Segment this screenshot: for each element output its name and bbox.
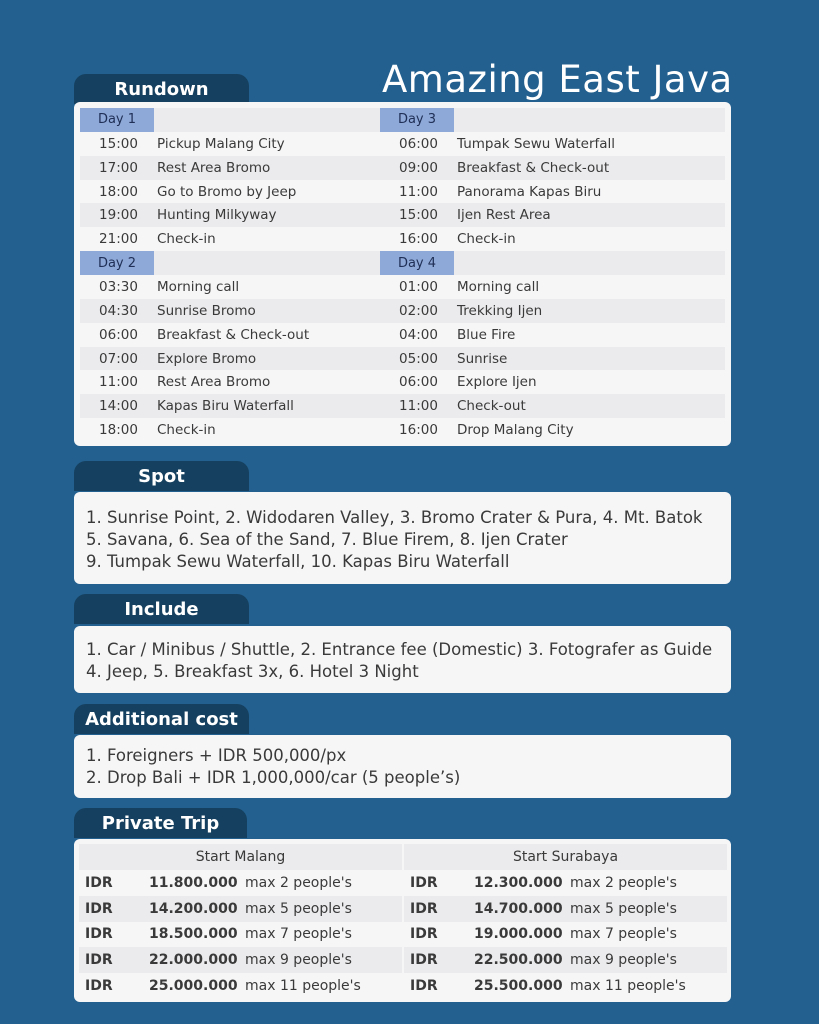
price-capacity: max 2 people's	[245, 874, 352, 891]
price-row	[79, 947, 402, 973]
schedule-row	[380, 180, 725, 204]
schedule-row	[380, 394, 725, 418]
schedule-time: 14:00	[99, 398, 138, 415]
schedule-time: 07:00	[99, 350, 138, 367]
schedule-activity: Blue Fire	[457, 326, 516, 343]
schedule-row	[80, 370, 380, 394]
schedule-activity: Tumpak Sewu Waterfall	[457, 135, 616, 152]
spot-list	[74, 492, 731, 587]
additional-cost-list	[74, 735, 731, 803]
price-currency: IDR	[410, 952, 438, 969]
schedule-row	[380, 323, 725, 347]
price-capacity: max 5 people's	[570, 900, 677, 917]
schedule-activity: Pickup Malang City	[157, 135, 285, 152]
price-row	[79, 870, 402, 896]
price-amount: 11.800.000	[149, 874, 238, 891]
price-amount: 19.000.000	[474, 926, 563, 943]
include-line: 1. Car / Minibus / Shuttle, 2. Entrance fee (Domestic) 3. Fotografer as Guide	[86, 640, 713, 659]
price-currency: IDR	[410, 926, 438, 943]
spot-line: 1. Sunrise Point, 2. Widodaren Valley, 3. Bromo Crater & Pura, 4. Mt. Batok	[86, 508, 703, 527]
price-capacity: max 7 people's	[245, 926, 352, 943]
rundown-panel	[74, 102, 731, 446]
schedule-activity: Breakfast & Check-out	[457, 159, 610, 176]
price-amount: 18.500.000	[149, 926, 238, 943]
price-currency: IDR	[85, 900, 113, 917]
schedule-time: 11:00	[99, 374, 138, 391]
schedule-row	[80, 132, 380, 156]
schedule-time: 04:30	[99, 302, 138, 319]
day-row	[80, 108, 380, 132]
schedule-time: 05:00	[399, 350, 438, 367]
schedule-activity: Hunting Milkyway	[157, 207, 277, 224]
price-row	[404, 922, 727, 948]
schedule-activity: Breakfast & Check-out	[157, 326, 310, 343]
private-trip-heading: Start Malang	[79, 844, 402, 870]
schedule-row	[380, 156, 725, 180]
price-currency: IDR	[85, 978, 113, 995]
price-row	[79, 922, 402, 948]
price-row	[404, 870, 727, 896]
price-currency: IDR	[85, 926, 113, 943]
spot-line: 9. Tumpak Sewu Waterfall, 10. Kapas Biru Waterfall	[86, 552, 510, 571]
schedule-time: 06:00	[99, 326, 138, 343]
price-row	[79, 896, 402, 922]
price-capacity: max 11 people's	[245, 978, 361, 995]
schedule-time: 16:00	[399, 422, 438, 439]
day-label: Day 1	[80, 108, 154, 132]
spot-panel	[74, 492, 731, 584]
schedule-row	[80, 299, 380, 323]
day-label: Day 4	[380, 251, 454, 275]
rundown-column-left	[80, 108, 380, 442]
schedule-time: 06:00	[399, 135, 438, 152]
price-capacity: max 7 people's	[570, 926, 677, 943]
schedule-activity: Check-in	[157, 231, 216, 248]
schedule-time: 18:00	[99, 422, 138, 439]
schedule-activity: Go to Bromo by Jeep	[157, 183, 297, 200]
rundown-grid	[80, 108, 725, 442]
private-trip-panel	[74, 839, 731, 1002]
price-row	[404, 896, 727, 922]
private-trip-column	[79, 844, 402, 999]
schedule-activity: Morning call	[157, 278, 240, 295]
private-trip-table	[79, 844, 727, 999]
additional-cost-panel	[74, 735, 731, 798]
schedule-activity: Ijen Rest Area	[457, 207, 551, 224]
schedule-activity: Morning call	[457, 278, 540, 295]
page-title: Amazing East Java	[382, 58, 733, 101]
schedule-activity: Kapas Biru Waterfall	[157, 398, 294, 415]
schedule-row	[380, 227, 725, 251]
schedule-time: 21:00	[99, 231, 138, 248]
schedule-row	[380, 132, 725, 156]
schedule-row	[380, 203, 725, 227]
schedule-time: 01:00	[399, 278, 438, 295]
price-amount: 22.500.000	[474, 952, 563, 969]
price-capacity: max 9 people's	[245, 952, 352, 969]
price-capacity: max 2 people's	[570, 874, 677, 891]
include-tab: Include	[74, 594, 249, 624]
schedule-time: 11:00	[399, 183, 438, 200]
schedule-time: 11:00	[399, 398, 438, 415]
schedule-activity: Check-in	[157, 422, 216, 439]
schedule-row	[80, 323, 380, 347]
schedule-row	[80, 275, 380, 299]
day-label: Day 2	[80, 251, 154, 275]
schedule-time: 18:00	[99, 183, 138, 200]
price-amount: 14.700.000	[474, 900, 563, 917]
schedule-activity: Drop Malang City	[457, 422, 574, 439]
schedule-row	[380, 299, 725, 323]
day-row	[380, 251, 725, 275]
spot-tab: Spot	[74, 461, 249, 491]
price-amount: 25.000.000	[149, 978, 238, 995]
price-capacity: max 5 people's	[245, 900, 352, 917]
schedule-time: 09:00	[399, 159, 438, 176]
rundown-column-right	[380, 108, 680, 442]
rundown-tab: Rundown	[74, 74, 249, 104]
schedule-row	[80, 203, 380, 227]
schedule-row	[380, 370, 725, 394]
schedule-activity: Rest Area Bromo	[157, 159, 271, 176]
schedule-time: 17:00	[99, 159, 138, 176]
day-label: Day 3	[380, 108, 454, 132]
spot-line: 5. Savana, 6. Sea of the Sand, 7. Blue Firem, 8. Ijen Crater	[86, 530, 568, 549]
schedule-time: 15:00	[99, 135, 138, 152]
schedule-row	[380, 418, 725, 442]
schedule-time: 16:00	[399, 231, 438, 248]
schedule-time: 15:00	[399, 207, 438, 224]
schedule-activity: Sunrise Bromo	[157, 302, 256, 319]
schedule-activity: Rest Area Bromo	[157, 374, 271, 391]
schedule-time: 06:00	[399, 374, 438, 391]
price-row	[79, 973, 402, 999]
schedule-time: 19:00	[99, 207, 138, 224]
schedule-row	[80, 394, 380, 418]
schedule-activity: Check-in	[457, 231, 516, 248]
schedule-activity: Check-out	[457, 398, 526, 415]
schedule-time: 03:30	[99, 278, 138, 295]
price-capacity: max 11 people's	[570, 978, 686, 995]
schedule-activity: Sunrise	[457, 350, 508, 367]
schedule-activity: Panorama Kapas Biru	[457, 183, 602, 200]
schedule-time: 04:00	[399, 326, 438, 343]
additional-cost-tab: Additional cost	[74, 704, 249, 734]
price-row	[404, 947, 727, 973]
schedule-row	[80, 418, 380, 442]
include-list	[74, 626, 731, 697]
schedule-time: 02:00	[399, 302, 438, 319]
schedule-row	[80, 227, 380, 251]
schedule-activity: Trekking Ijen	[457, 302, 543, 319]
schedule-row	[80, 180, 380, 204]
private-trip-tab: Private Trip	[74, 808, 247, 838]
price-currency: IDR	[410, 978, 438, 995]
schedule-row	[80, 347, 380, 371]
include-line: 4. Jeep, 5. Breakfast 3x, 6. Hotel 3 Night	[86, 662, 419, 681]
schedule-row	[380, 275, 725, 299]
include-panel	[74, 626, 731, 693]
price-amount: 12.300.000	[474, 874, 563, 891]
price-amount: 25.500.000	[474, 978, 563, 995]
price-row	[404, 973, 727, 999]
schedule-activity: Explore Ijen	[457, 374, 537, 391]
private-trip-heading: Start Surabaya	[404, 844, 727, 870]
price-currency: IDR	[85, 874, 113, 891]
schedule-row	[80, 156, 380, 180]
price-currency: IDR	[410, 900, 438, 917]
price-amount: 22.000.000	[149, 952, 238, 969]
price-currency: IDR	[410, 874, 438, 891]
schedule-activity: Explore Bromo	[157, 350, 257, 367]
price-amount: 14.200.000	[149, 900, 238, 917]
additional-cost-line: 1. Foreigners + IDR 500,000/px	[86, 746, 347, 765]
day-row	[380, 108, 725, 132]
private-trip-column	[404, 844, 727, 999]
additional-cost-line: 2. Drop Bali + IDR 1,000,000/car (5 people’s)	[86, 768, 461, 787]
schedule-row	[380, 347, 725, 371]
price-currency: IDR	[85, 952, 113, 969]
price-capacity: max 9 people's	[570, 952, 677, 969]
day-row	[80, 251, 380, 275]
